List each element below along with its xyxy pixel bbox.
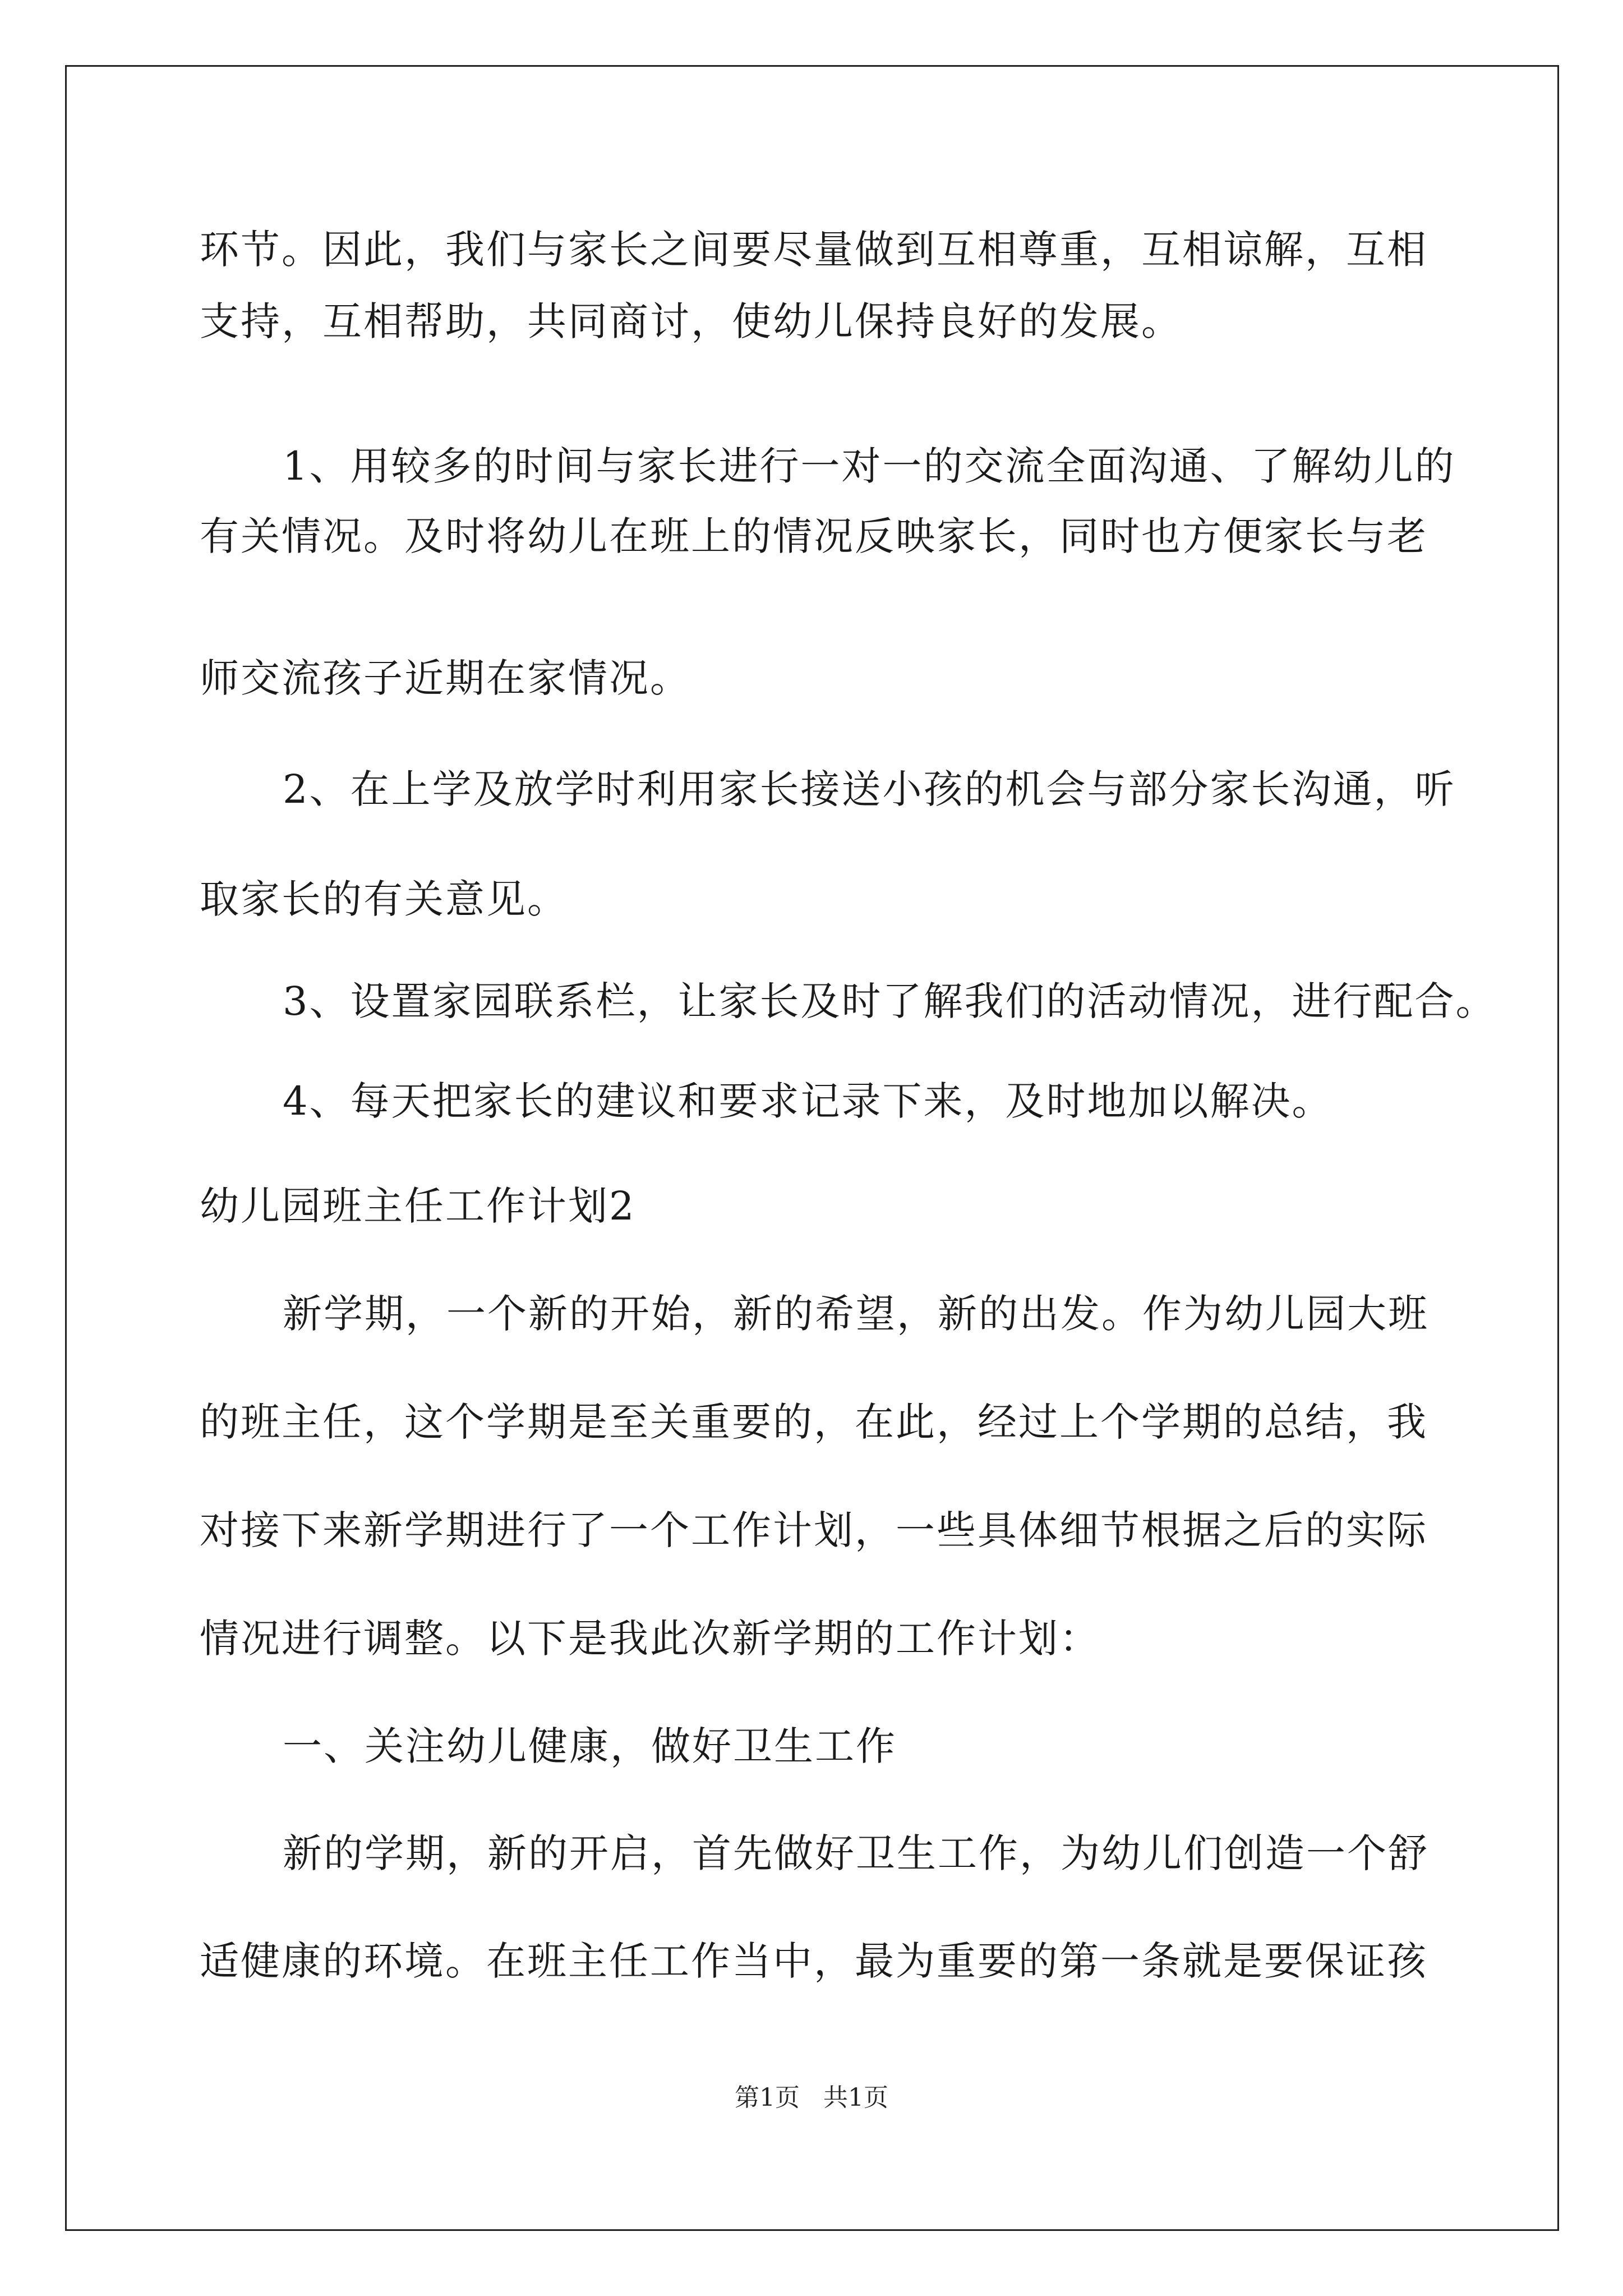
text-line: 新的学期，新的开启，首先做好卫生工作，为幼儿们创造一个舒 bbox=[283, 1830, 1429, 1876]
text-line: 3、设置家园联系栏，让家长及时了解我们的活动情况，进行配合。 bbox=[283, 978, 1497, 1024]
page-number: 第1页 共1页 bbox=[735, 2083, 888, 2112]
text-line: 新学期，一个新的开始，新的希望，新的出发。作为幼儿园大班 bbox=[283, 1291, 1429, 1337]
section-heading: 幼儿园班主任工作计划2 bbox=[200, 1183, 636, 1229]
text-line: 师交流孩子近期在家情况。 bbox=[200, 655, 691, 701]
sub-heading: 一、关注幼儿健康，做好卫生工作 bbox=[283, 1723, 897, 1769]
text-line: 情况进行调整。以下是我此次新学期的工作计划： bbox=[200, 1616, 1100, 1662]
text-line: 2、在上学及放学时利用家长接送小孩的机会与部分家长沟通，听 bbox=[283, 766, 1456, 812]
text-line: 环节。因此，我们与家长之间要尽量做到互相尊重，互相谅解，互相 bbox=[200, 227, 1428, 273]
text-line: 有关情况。及时将幼儿在班上的情况反映家长，同时也方便家长与老 bbox=[200, 513, 1428, 559]
text-line: 对接下来新学期进行了一个工作计划，一些具体细节根据之后的实际 bbox=[200, 1507, 1428, 1553]
text-line: 取家长的有关意见。 bbox=[200, 876, 568, 922]
text-line: 支持，互相帮助，共同商讨，使幼儿保持良好的发展。 bbox=[200, 298, 1182, 344]
text-line: 的班主任，这个学期是至关重要的，在此，经过上个学期的总结，我 bbox=[200, 1399, 1428, 1445]
text-line: 4、每天把家长的建议和要求记录下来，及时地加以解决。 bbox=[283, 1078, 1333, 1124]
page-border bbox=[65, 65, 1559, 2231]
text-line: 适健康的环境。在班主任工作当中，最为重要的第一条就是要保证孩 bbox=[200, 1938, 1428, 1984]
text-line: 1、用较多的时间与家长进行一对一的交流全面沟通、了解幼儿的 bbox=[283, 443, 1456, 489]
